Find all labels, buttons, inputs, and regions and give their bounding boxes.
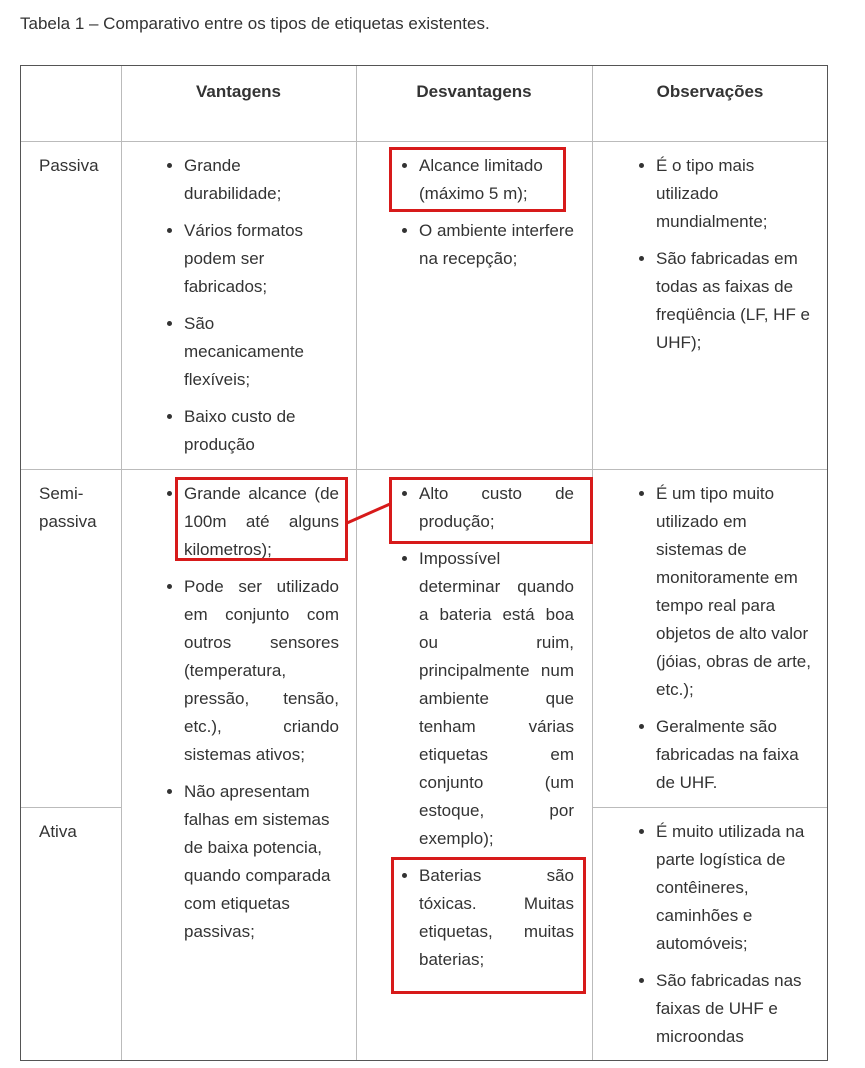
row-divider — [21, 807, 121, 808]
highlight-box-alcance-limitado — [389, 147, 566, 212]
list-item: • Baterias são tóxicas. Muitas etiquetas, muitas baterias; — [419, 862, 574, 974]
list-item: • Geralmente são fabricadas na faixa de UHF. — [656, 713, 816, 797]
header-desvantagens: Desvantagens — [416, 82, 532, 101]
passiva-vantagens-list — [156, 152, 317, 468]
row-label-passiva: Passiva — [39, 156, 99, 175]
list-item: • É muito utilizada na parte logística de contêineres, caminhões e automóveis; — [656, 818, 816, 958]
passiva-observacoes-list — [628, 152, 814, 366]
column-divider — [121, 66, 122, 1060]
row-label-semipassiva: Semi-passiva — [39, 484, 97, 531]
row-divider — [21, 469, 827, 470]
list-item: • Não apresentam falhas em sistemas de baixa potencia, quando comparada com etiquetas passivas; — [184, 778, 339, 946]
row-label-ativa: Ativa — [39, 822, 77, 841]
column-divider — [592, 66, 593, 1060]
header-vantagens: Vantagens — [195, 82, 282, 101]
list-item: • Vários formatos podem ser fabricados; — [184, 217, 317, 301]
list-item: • Pode ser utilizado em conjunto com outros sensores (temperatura, pressão, tensão, etc.), criando sistemas ativos; — [184, 573, 339, 769]
list-item: • Grande alcance (de 100m até alguns kilometros); — [184, 480, 339, 564]
highlight-box-baterias-toxicas — [391, 857, 586, 994]
column-divider — [356, 66, 357, 1060]
list-item: • São mecanicamente flexíveis; — [184, 310, 317, 394]
list-item: • São fabricadas em todas as faixas de freqüência (LF, HF e UHF); — [656, 245, 814, 357]
list-item: • Baixo custo de produção — [184, 403, 317, 459]
row-divider — [21, 141, 827, 142]
list-item: • O ambiente interfere na recepção; — [419, 217, 574, 273]
list-item: • Alto custo de produção; — [419, 480, 574, 536]
list-item: • Grande durabilidade; — [184, 152, 317, 208]
table-caption: Tabela 1 – Comparativo entre os tipos de etiquetas existentes. — [20, 14, 490, 33]
row-divider — [592, 807, 827, 808]
header-observacoes: Observações — [656, 82, 764, 101]
list-item: • São fabricadas nas faixas de UHF e microondas — [656, 967, 816, 1051]
ativa-observacoes-list — [628, 818, 816, 1060]
highlight-box-alto-custo — [389, 477, 593, 544]
semipassiva-observacoes-list — [628, 480, 816, 806]
highlight-box-grande-alcance — [175, 477, 348, 561]
list-item: • É o tipo mais utilizado mundialmente; — [656, 152, 814, 236]
list-item: • Impossível determinar quando a bateria está boa ou ruim, principalmente num ambiente que tenham várias etiquetas em conjunto (um estoque, por exemplo); — [419, 545, 574, 853]
list-item: • É um tipo muito utilizado em sistemas de monitoramente em tempo real para objetos de alto valor (jóias, obras de arte, etc.); — [656, 480, 816, 704]
list-item: • Alcance limitado (máximo 5 m); — [419, 152, 574, 208]
